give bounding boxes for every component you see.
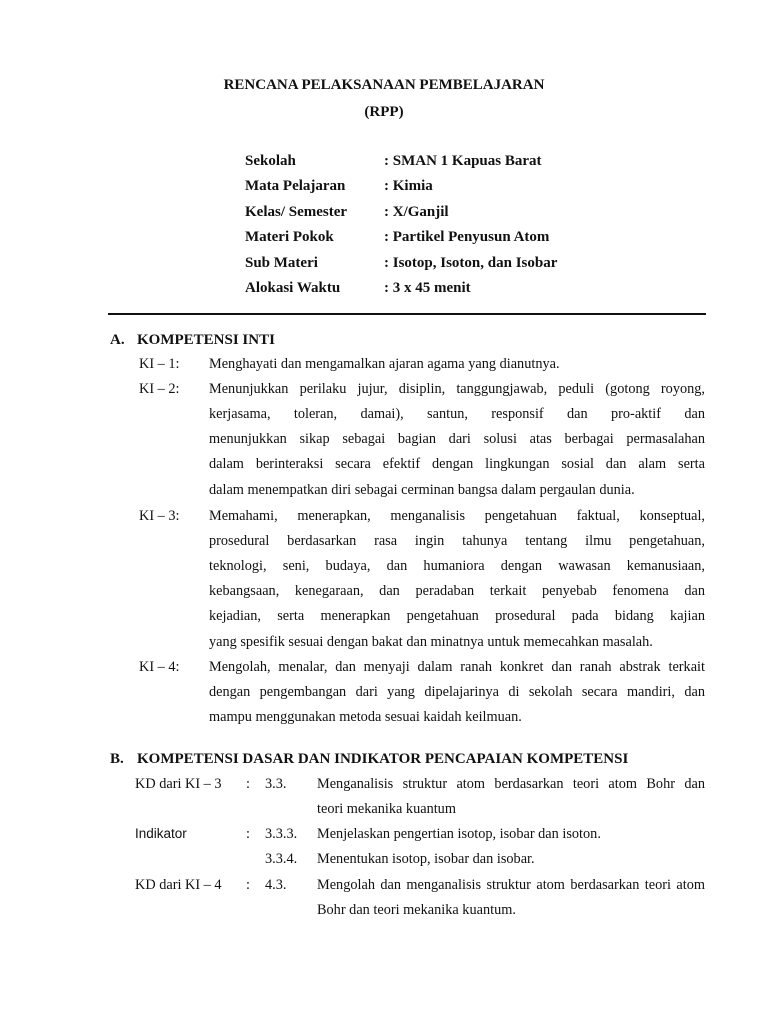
ki-line: kebangsaan, kenegaraan, dan peradaban terkait penyebab fenomena dan xyxy=(209,583,705,599)
kd-colon: : xyxy=(246,776,250,792)
kd-number: 3.3. xyxy=(265,776,287,792)
kd-line: Menentukan isotop, isobar dan isobar. xyxy=(317,851,535,867)
kd-number: 3.3.4. xyxy=(265,851,298,867)
kd-line: Menganalisis struktur atom berdasarkan teori atom Bohr dan xyxy=(317,776,705,792)
identity-label: Sekolah xyxy=(245,153,296,169)
kd-line: Bohr dan teori mekanika kuantum. xyxy=(317,902,516,918)
identity-value: : 3 x 45 menit xyxy=(384,280,471,296)
ki-line: mampu menggunakan metoda sesuai kaidah keilmuan. xyxy=(209,709,522,725)
identity-label: Mata Pelajaran xyxy=(245,178,346,194)
identity-label: Alokasi Waktu xyxy=(245,280,341,296)
ki-line: yang spesifik sesuai dengan bakat dan minatnya untuk memecahkan masalah. xyxy=(209,634,653,650)
page-subtitle: (RPP) xyxy=(364,104,404,120)
kd-colon: : xyxy=(246,877,250,893)
ki-line: Mengolah, menalar, dan menyaji dalam ranah konkret dan ranah abstrak terkait xyxy=(209,659,705,675)
kd-number: 3.3.3. xyxy=(265,826,298,842)
page-title: RENCANA PELAKSANAAN PEMBELAJARAN xyxy=(223,77,545,93)
identity-value: : Partikel Penyusun Atom xyxy=(384,229,550,245)
section-letter: A. xyxy=(110,332,125,348)
ki-line: Menunjukkan perilaku jujur, disiplin, tanggungjawab, peduli (gotong royong, xyxy=(209,381,705,397)
identity-label: Kelas/ Semester xyxy=(245,204,348,220)
ki-line: Menghayati dan mengamalkan ajaran agama yang dianutnya. xyxy=(209,356,560,372)
ki-line: dengan pengembangan dari yang dipelajarinya di sekolah secara mandiri, dan xyxy=(209,684,705,700)
kd-label: KD dari KI – 4 xyxy=(135,877,222,893)
divider-line xyxy=(108,313,706,315)
ki-line: dalam menempatkan diri sebagai cerminan bangsa dalam pergaulan dunia. xyxy=(209,482,635,498)
identity-value: : SMAN 1 Kapuas Barat xyxy=(384,153,542,169)
section-letter: B. xyxy=(110,751,124,767)
identity-value: : X/Ganjil xyxy=(384,204,449,220)
ki-line: kerjasama, toleran, damai), santun, responsif dan pro-aktif dan xyxy=(209,406,705,422)
kd-label: KD dari KI – 3 xyxy=(135,776,222,792)
kd-line: Mengolah dan menganalisis struktur atom berdasarkan teori atom xyxy=(317,877,705,893)
section-heading: KOMPETENSI DASAR DAN INDIKATOR PENCAPAIAN KOMPETENSI xyxy=(137,751,629,767)
ki-line: kejadian, serta menerapkan pengetahuan prosedural pada bidang kajian xyxy=(209,608,705,624)
ki-line: Memahami, menerapkan, menganalisis pengetahuan faktual, konseptual, xyxy=(209,508,705,524)
kd-number: 4.3. xyxy=(265,877,287,893)
ki-code: KI – 1: xyxy=(139,356,180,372)
kd-colon: : xyxy=(246,826,250,842)
identity-label: Sub Materi xyxy=(245,255,318,271)
ki-line: teknologi, seni, budaya, dan humaniora dengan wawasan kemanusiaan, xyxy=(209,558,705,574)
ki-line: menunjukkan sikap sebagai bagian dari solusi atas berbagai permasalahan xyxy=(209,431,705,447)
kd-label: Indikator xyxy=(135,826,187,841)
identity-value: : Kimia xyxy=(384,178,433,194)
ki-code: KI – 2: xyxy=(139,381,180,397)
identity-value: : Isotop, Isoton, dan Isobar xyxy=(384,255,558,271)
kd-line: Menjelaskan pengertian isotop, isobar dan isoton. xyxy=(317,826,601,842)
section-heading: KOMPETENSI INTI xyxy=(137,332,275,348)
ki-line: prosedural berdasarkan rasa ingin tahunya tentang ilmu pengetahuan, xyxy=(209,533,705,549)
ki-code: KI – 4: xyxy=(139,659,180,675)
identity-label: Materi Pokok xyxy=(245,229,334,245)
ki-code: KI – 3: xyxy=(139,508,180,524)
kd-line: teori mekanika kuantum xyxy=(317,801,456,817)
ki-line: dalam berinteraksi secara efektif dengan lingkungan sosial dan alam serta xyxy=(209,456,705,472)
